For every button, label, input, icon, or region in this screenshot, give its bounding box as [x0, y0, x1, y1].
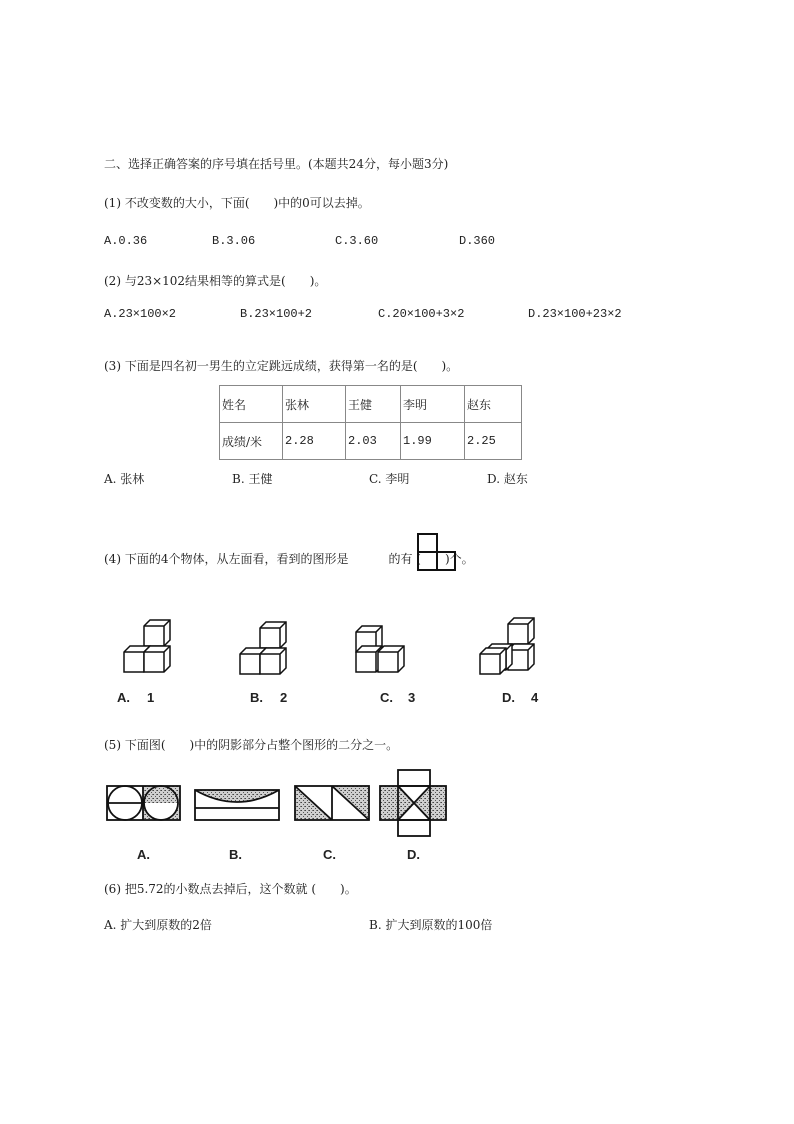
q1-option-c[interactable]: C.3.60: [335, 234, 379, 248]
q4-value-a: 1: [147, 690, 155, 705]
section-heading: 二、选择正确答案的序号填在括号里。(本题共24分，每小题3分): [104, 157, 449, 171]
cube-figure-a: [124, 620, 170, 672]
table-cell: 姓名: [220, 386, 283, 423]
table-cell: 2.28: [283, 423, 346, 460]
q6-option-a[interactable]: A. 扩大到原数的2倍: [104, 918, 212, 932]
table-row: [220, 423, 522, 460]
q1-option-a[interactable]: A.0.36: [104, 234, 148, 248]
table-cell: 1.99: [401, 423, 465, 460]
scores-table: [219, 385, 522, 460]
q2-option-b[interactable]: B.23×100+2: [240, 307, 313, 321]
q1-option-b[interactable]: B.3.06: [212, 234, 256, 248]
q4-label-c: C.: [380, 690, 393, 705]
shaded-figure-d: [380, 770, 446, 836]
q4-stem-before: (4) 下面的4个物体，从左面看，看到的图形是: [104, 552, 349, 566]
table-cell: 赵东: [465, 386, 522, 423]
q3-option-a[interactable]: A. 张林: [104, 472, 145, 486]
table-cell: 李明: [401, 386, 465, 423]
cube-figure-c: [356, 626, 404, 672]
cube-figure-d: [480, 618, 534, 674]
cube-figure-b: [240, 622, 286, 674]
q3-option-d[interactable]: D. 赵东: [487, 472, 528, 486]
question-6-stem: (6) 把5.72的小数点去掉后，这个数就 ( )。: [104, 882, 357, 896]
q2-option-c[interactable]: C.20×100+3×2: [378, 307, 465, 321]
q5-label-b: B.: [229, 847, 242, 862]
q5-label-a: A.: [137, 847, 150, 862]
q4-label-b: B.: [250, 690, 263, 705]
shaded-figure-a: [107, 786, 180, 820]
question-1-stem: (1) 不改变数的大小，下面( )中的0可以去掉。: [104, 196, 370, 210]
q4-stem-after: 的有 ( )个。: [388, 552, 474, 566]
table-row: [220, 386, 522, 423]
q2-option-d[interactable]: D.23×100+23×2: [528, 307, 622, 321]
question-2-stem: (2) 与23×102结果相等的算式是( )。: [104, 274, 327, 288]
side-view-shape: [348, 551, 388, 563]
q4-value-d: 4: [531, 690, 539, 705]
question-3-stem: (3) 下面是四名初一男生的立定跳远成绩，获得第一名的是( )。: [104, 359, 459, 373]
q4-label-d: D.: [502, 690, 515, 705]
q4-label-a: A.: [117, 690, 130, 705]
table-cell: 王健: [346, 386, 401, 423]
q4-value-c: 3: [408, 690, 416, 705]
q4-value-b: 2: [280, 690, 288, 705]
q3-option-b[interactable]: B. 王健: [232, 472, 273, 486]
q6-option-b[interactable]: B. 扩大到原数的100倍: [369, 918, 493, 932]
side-view-shape-icon: [417, 533, 457, 573]
table-cell: 2.03: [346, 423, 401, 460]
q3-option-c[interactable]: C. 李明: [369, 472, 410, 486]
q5-label-c: C.: [323, 847, 336, 862]
q2-option-a[interactable]: A.23×100×2: [104, 307, 177, 321]
q1-option-d[interactable]: D.360: [459, 234, 496, 248]
question-5-stem: (5) 下面图( )中的阴影部分占整个图形的二分之一。: [104, 738, 399, 752]
table-cell: 张林: [283, 386, 346, 423]
q5-label-d: D.: [407, 847, 420, 862]
table-cell: 成绩/米: [220, 423, 283, 460]
shaded-figure-b: [195, 790, 279, 820]
shaded-figure-c: [295, 786, 369, 820]
table-cell: 2.25: [465, 423, 522, 460]
shaded-figures: [105, 770, 455, 840]
